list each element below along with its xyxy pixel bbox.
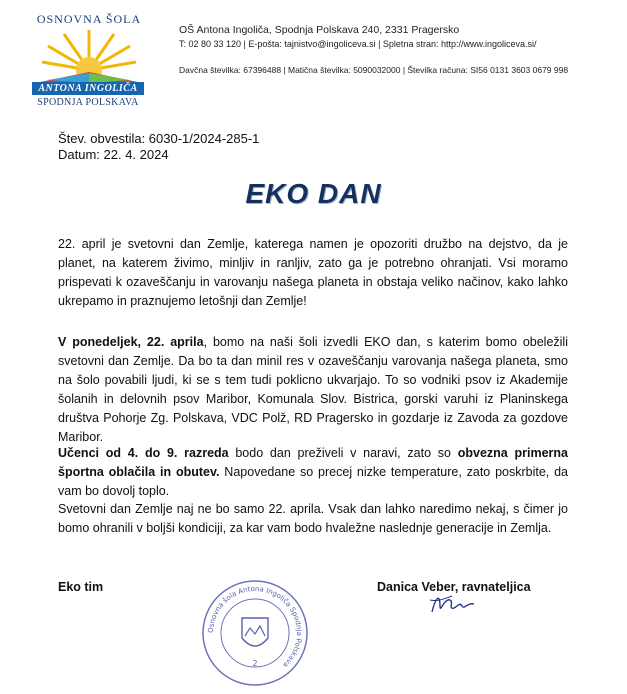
- students-mid: bodo dan preživeli v naravi, zato so: [228, 446, 458, 460]
- school-stamp-icon: [200, 578, 310, 688]
- paragraph-students: [58, 444, 568, 501]
- sun-book-emblem-icon: [34, 26, 144, 84]
- eco-team-signature: Eko tim: [58, 580, 104, 594]
- stamp-number: 2: [252, 659, 258, 668]
- event-date-bold: V ponedeljek, 22. aprila: [58, 335, 204, 349]
- school-address: OŠ Antona Ingoliča, Spodnja Polskava 240, 2331 Pragersko: [179, 24, 460, 36]
- paragraph-event: [58, 333, 568, 447]
- contact-line: T: 02 80 33 120 | E-pošta: tajnistvo@ingoliceva.si | Spletna stran: http://www.ingoliceva.si/: [179, 39, 537, 49]
- logo-bottom-text: SPODNJA POLSKAVA: [37, 97, 139, 108]
- school-logo: [22, 12, 156, 110]
- paragraph-intro: 22. april je svetovni dan Zemlje, katerega namen je opozoriti družbo na dejstvo, da je planet, na katerem živimo, minljiv in ranljiv, zato ga je potrebno ohranjati. Vsi moramo prispevati k ozaveščanju in varovanju našega planeta in obstaja veliko načinov, kako lahko ukrepamo in praznujemo letošnji dan Zemlje!: [58, 237, 568, 308]
- event-description: , bomo na naši šoli izvedli EKO dan, s katerim bomo obeležili svetovni dan Zemlje. Da bo ta dan minil res v ozaveščanju varovanja našega planeta, smo na šolo povabili ljudi, ki se s tem tudi poklicno ukvarjajo. To so vodniki psov iz Akademije šolanih in delovnih psov Maribor, Komunala Slov. Bistrica, gorski varuhi iz Planinskega društva Pohorje Zg. Polskava, VDC Polž, RD Pragersko in gozdarje iz Zavoda za gozdove Maribor.: [58, 335, 568, 444]
- handwritten-signature-icon: [428, 592, 478, 618]
- document-title: EKO DAN: [245, 178, 382, 209]
- principal-name: Danica Veber, ravnateljica: [377, 580, 531, 594]
- grades-bold: Učenci od 4. do 9. razreda: [58, 446, 229, 460]
- paragraph-closing: Svetovni dan Zemlje naj ne bo samo 22. aprila. Vsak dan lahko naredimo nekaj, s čimer jo bomo ohranili v boljši kondiciji, za kar vam bodo hvaležne naslednje generacije in Zemlja.: [58, 502, 568, 535]
- letterhead-info: [179, 24, 537, 49]
- students-rest: Napovedane so precej nizke temperature, zato poskrbite, da vam bo dovolj toplo.: [58, 465, 568, 498]
- stamp-ring-text: Osnovna šola Antona Ingoliča Spodnja Polskava: [206, 584, 304, 669]
- logo-top-text: OSNOVNA ŠOLA: [36, 12, 142, 26]
- logo-band-text: ANTONA INGOLIČA: [32, 82, 144, 95]
- document-date: Datum: 22. 4. 2024: [58, 147, 169, 162]
- document-meta: [58, 131, 259, 163]
- tax-ids-line: Davčna številka: 67396488 | Matična številka: 5090032000 | Številka računa: SI56 0131 3603 0679 998: [179, 65, 569, 75]
- notice-number: Štev. obvestila: 6030-1/2024-285-1: [58, 131, 260, 146]
- clothing-bold: obvezna primerna športna oblačila in obutev.: [58, 446, 568, 479]
